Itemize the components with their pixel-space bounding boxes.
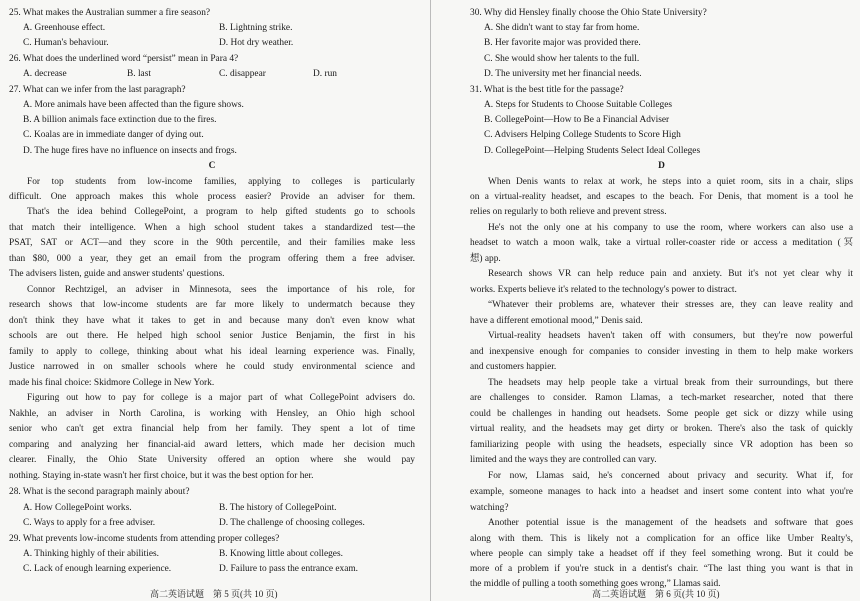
answer-option: A. Steps for Students to Choose Suitable Colleges <box>484 100 673 110</box>
answer-option: A. decrease <box>23 69 67 79</box>
answer-option: C. Koalas are in immediate danger of dying out. <box>23 130 204 140</box>
passage-line: works. Experts believe it's related to the technology's power to distract. <box>470 285 737 295</box>
passage-line: familiarizing people with using the headsets, especially since VR adoption has been so <box>470 440 853 450</box>
question-line: 28. What is the second paragraph mainly about? <box>9 487 190 497</box>
passage-line: headset to watch a moon walk, take a virtual roller-coaster ride or access a meditation (冥 <box>470 238 853 248</box>
passage-line: For now, Llamas said, he's concerned about privacy and security. What if, for <box>488 471 853 481</box>
section-heading: C <box>208 161 216 171</box>
answer-option: B. Knowing little about colleges. <box>219 549 343 559</box>
passage-line: 想) app. <box>470 254 501 264</box>
passage-line: difficult. One approach makes this whole process easier? Provide an adviser for them. <box>9 192 415 202</box>
passage-line: For top students from low-income families, applying to colleges is particularly <box>27 177 415 187</box>
passage-line: When Denis wants to relax at work, he steps into a quiet room, sits in a chair, slips <box>488 177 853 187</box>
passage-line: more of a problem if you're stuck in a dentist's chair. “The last thing you want is that in <box>470 564 853 574</box>
answer-option: A. Thinking highly of their abilities. <box>23 549 160 559</box>
answer-option: A. How CollegePoint works. <box>23 503 132 513</box>
passage-line: made his final choice: Skidmore College in New York. <box>9 378 215 388</box>
answer-option: B. CollegePoint—How to Be a Financial Adviser <box>484 115 670 125</box>
passage-line: than $80, 000 a year, they get an email from the program offering them a free adviser. <box>9 254 415 264</box>
question-line: 27. What can we infer from the last paragraph? <box>9 85 186 95</box>
answer-option: B. Lightning strike. <box>219 23 293 33</box>
section-heading: D <box>658 161 665 171</box>
left-page-footer: 高二英语试题 第 5 页(共 10 页) <box>150 589 278 599</box>
answer-option: A. Greenhouse effect. <box>23 23 106 33</box>
answer-option: C. Lack of enough learning experience. <box>23 564 172 574</box>
passage-line: Virtual-reality headsets haven't taken off with consumers, but they're now powerful <box>488 331 853 341</box>
passage-line: don't think they have what it takes to get in and because many don't even know what <box>9 316 415 326</box>
answer-option: B. The history of CollegePoint. <box>219 503 337 513</box>
answer-option: B. A billion animals face extinction due to the fires. <box>23 115 217 125</box>
passage-line: research shows that low-income students are far more likely to undermatch because they <box>9 300 415 310</box>
question-line: 31. What is the best title for the passage? <box>470 85 624 95</box>
answer-option: A. She didn't want to stay far from home. <box>484 23 640 33</box>
passage-line: The headsets may help people take a virtual break from their surroundings, but there <box>488 378 853 388</box>
answer-option: D. CollegePoint—Helping Students Select Ideal Colleges <box>484 146 701 156</box>
passage-line: Nakhle, an adviser in North Carolina, is working with Hensley, an Ohio high school <box>9 409 415 419</box>
passage-line: Connor Rechtzigel, an adviser in Minnesota, sees the importance of his role, for <box>27 285 415 295</box>
passage-line: Research shows VR can help reduce pain and anxiety. But it's not yet clear why it <box>488 269 853 279</box>
passage-line: that match their intelligence. When a high school student takes a standardized test—the <box>9 223 415 233</box>
answer-option: D. Failure to pass the entrance exam. <box>219 564 359 574</box>
passage-line: comparing and analyzing her financial-aid award letters, which made her decision much <box>9 440 415 450</box>
passage-line: where people can simply take a headset off if they feel something wrong. But it could be <box>470 549 853 559</box>
question-line: 25. What makes the Australian summer a fire season? <box>9 8 211 18</box>
passage-line: have a different emotional mood,” Denis said. <box>470 316 643 326</box>
passage-line: family to apply to college, thinking about what his ideal learning experience was. Finally, <box>9 347 415 357</box>
answer-option: B. last <box>127 69 151 79</box>
passage-line: nothing. Staying in-state wasn't her first choice, but it was the best option for her. <box>9 471 314 481</box>
answer-option: D. The university met her financial needs. <box>484 69 642 79</box>
answer-option: C. She would show her talents to the full. <box>484 54 640 64</box>
passage-line: could be challenges in handing out headsets. Some people get sick or dizzy while using <box>470 409 853 419</box>
answer-option: D. Hot dry weather. <box>219 38 294 48</box>
answer-option: D. The challenge of choosing colleges. <box>219 518 365 528</box>
answer-option: C. Advisers Helping College Students to Score High <box>484 130 681 140</box>
passage-line: The advisers listen, guide and answer students' questions. <box>9 269 225 279</box>
passage-line: example, someone manages to hack into a headset and insert some content into what you're <box>470 487 853 497</box>
passage-line: limited and the ways they are controlled can vary. <box>470 455 657 465</box>
answer-option: C. Human's behaviour. <box>23 38 109 48</box>
question-line: 26. What does the underlined word “persist” mean in Para 4? <box>9 54 239 64</box>
passage-line: senior who can't get extra financial help from her family. They spent a lot of time <box>9 424 415 434</box>
passage-line: “Whatever their problems are, whatever their stresses are, they can leave reality and <box>488 300 853 310</box>
passage-line: He's not the only one at his company to use the room, where workers can also use a <box>488 223 853 233</box>
passage-line: Justice narrowed in on smaller schools where he could study environmental science and <box>9 362 415 372</box>
answer-option: D. run <box>313 69 337 79</box>
passage-line: along with them. This is likely not a complication for an office like Umber Realty's, <box>470 534 853 544</box>
answer-option: C. Ways to apply for a free adviser. <box>23 518 156 528</box>
passage-line: That's the idea behind CollegePoint, a program to help gifted students go to schools <box>27 207 415 217</box>
question-line: 29. What prevents low-income students from attending proper colleges? <box>9 534 280 544</box>
passage-line: Figuring out how to pay for college is a major part of what CollegePoint advisers do. <box>27 393 415 403</box>
passage-line: schools are out there. He helped high school senior Justice Benjamin, the first in his <box>9 331 415 341</box>
passage-line: Another potential issue is the management of the headsets and software that goes <box>488 518 853 528</box>
column-divider <box>430 0 431 601</box>
passage-line: clearer. Finally, the Ohio State University offered an option where she would pay <box>9 455 415 465</box>
passage-line: on a virtual-reality headset, and escapes to the beach. For Denis, that moment is a tool he <box>470 192 853 202</box>
passage-line: are challenges to consider. Ramon Llamas, a tech-market researcher, noted that there <box>470 393 853 403</box>
passage-line: virtual reality, and the headsets may get dirty or broken. There's also the task of quickly <box>470 424 853 434</box>
answer-option: D. The huge fires have no influence on insects and frogs. <box>23 146 237 156</box>
passage-line: and inexpensive enough for companies to consider investing in them to help make workers <box>470 347 853 357</box>
passage-line: relies on regularly to both relieve and prevent stress. <box>470 207 667 217</box>
right-page-footer: 高二英语试题 第 6 页(共 10 页) <box>592 589 720 599</box>
answer-option: C. disappear <box>219 69 266 79</box>
answer-option: B. Her favorite major was provided there. <box>484 38 641 48</box>
passage-line: PSAT, SAT or ACT—and they score in the 90th percentile, and their families make less <box>9 238 415 248</box>
passage-line: watching? <box>470 503 509 513</box>
question-line: 30. Why did Hensley finally choose the Ohio State University? <box>470 8 707 18</box>
passage-line: and customers happier. <box>470 362 557 372</box>
answer-option: A. More animals have been affected than the figure shows. <box>23 100 244 110</box>
passage-line: the middle of pulling a tooth something goes wrong,” Llamas said. <box>470 579 721 589</box>
